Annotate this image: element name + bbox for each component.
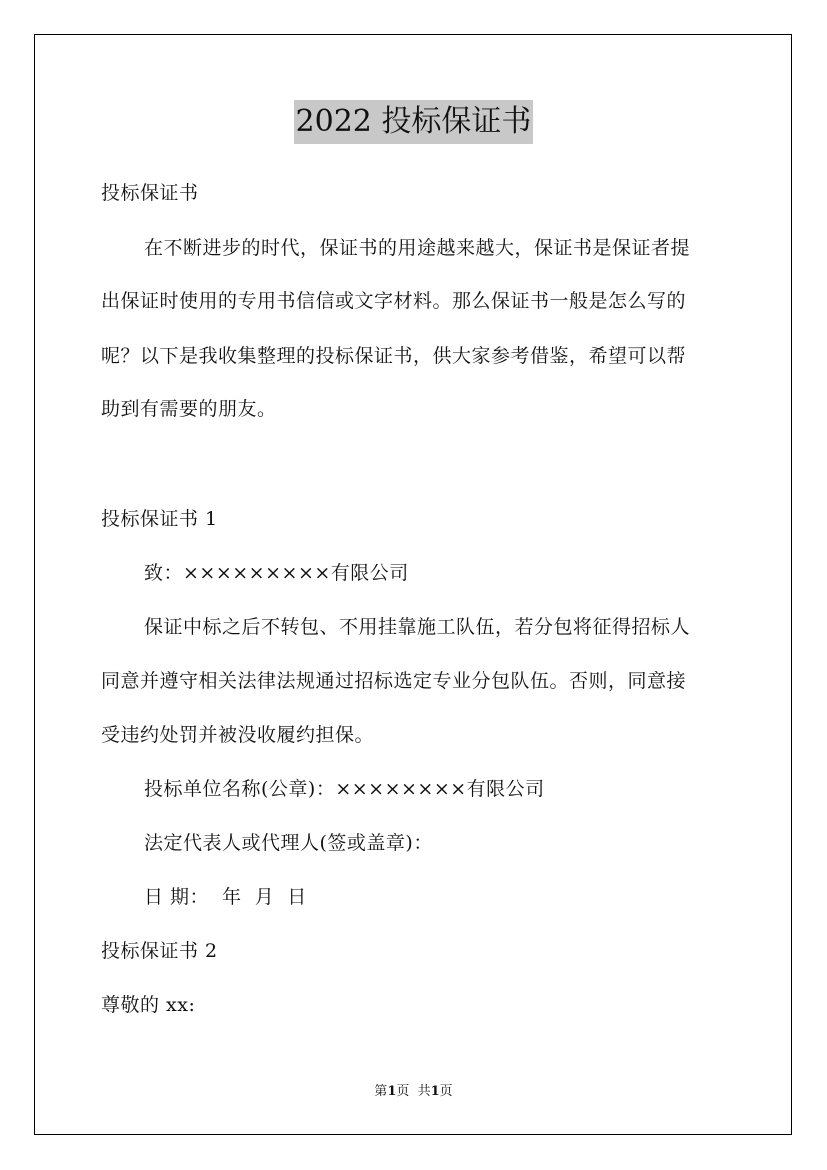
document-heading: 投标保证书 [101,182,199,204]
section1-representative: 法定代表人或代理人(签或盖章)： [144,832,433,854]
footer-page-prefix: 第 [374,1084,388,1099]
section1-date: 日 期： 年 月 日 [144,886,307,908]
section2-salutation: 尊敬的 xx: [101,994,196,1016]
intro-line-2: 出保证时使用的专用书信信或文字材料。那么保证书一般是怎么写的 [101,290,687,312]
section1-to: 致：×××××××××有限公司 [144,562,409,584]
footer-page-mid: 页 共 [396,1084,431,1099]
document-title: 2022 投标保证书 [294,100,534,144]
page-footer [0,1084,827,1100]
section1-body-line-3: 受违约处罚并被没收履约担保。 [101,724,375,746]
section1-company: 投标单位名称(公章)：××××××××有限公司 [144,778,545,800]
section1-body-line-2: 同意并遵守相关法律法规通过招标选定专业分包队伍。否则，同意接 [101,670,687,692]
footer-page-total: 1 [430,1084,440,1099]
title-container [0,100,827,144]
intro-line-3: 呢？以下是我收集整理的投标保证书，供大家参考借鉴，希望可以帮 [101,345,687,367]
section1-heading: 投标保证书 1 [101,508,218,530]
intro-line-1: 在不断进步的时代，保证书的用途越来越大，保证书是保证者提 [144,237,691,259]
footer-page-number: 1 [387,1084,397,1099]
intro-line-4: 助到有需要的朋友。 [101,398,277,420]
section2-heading: 投标保证书 2 [101,940,218,962]
footer-page-suffix: 页 [439,1084,453,1099]
section1-body-line-1: 保证中标之后不转包、不用挂靠施工队伍，若分包将征得招标人 [144,616,691,638]
